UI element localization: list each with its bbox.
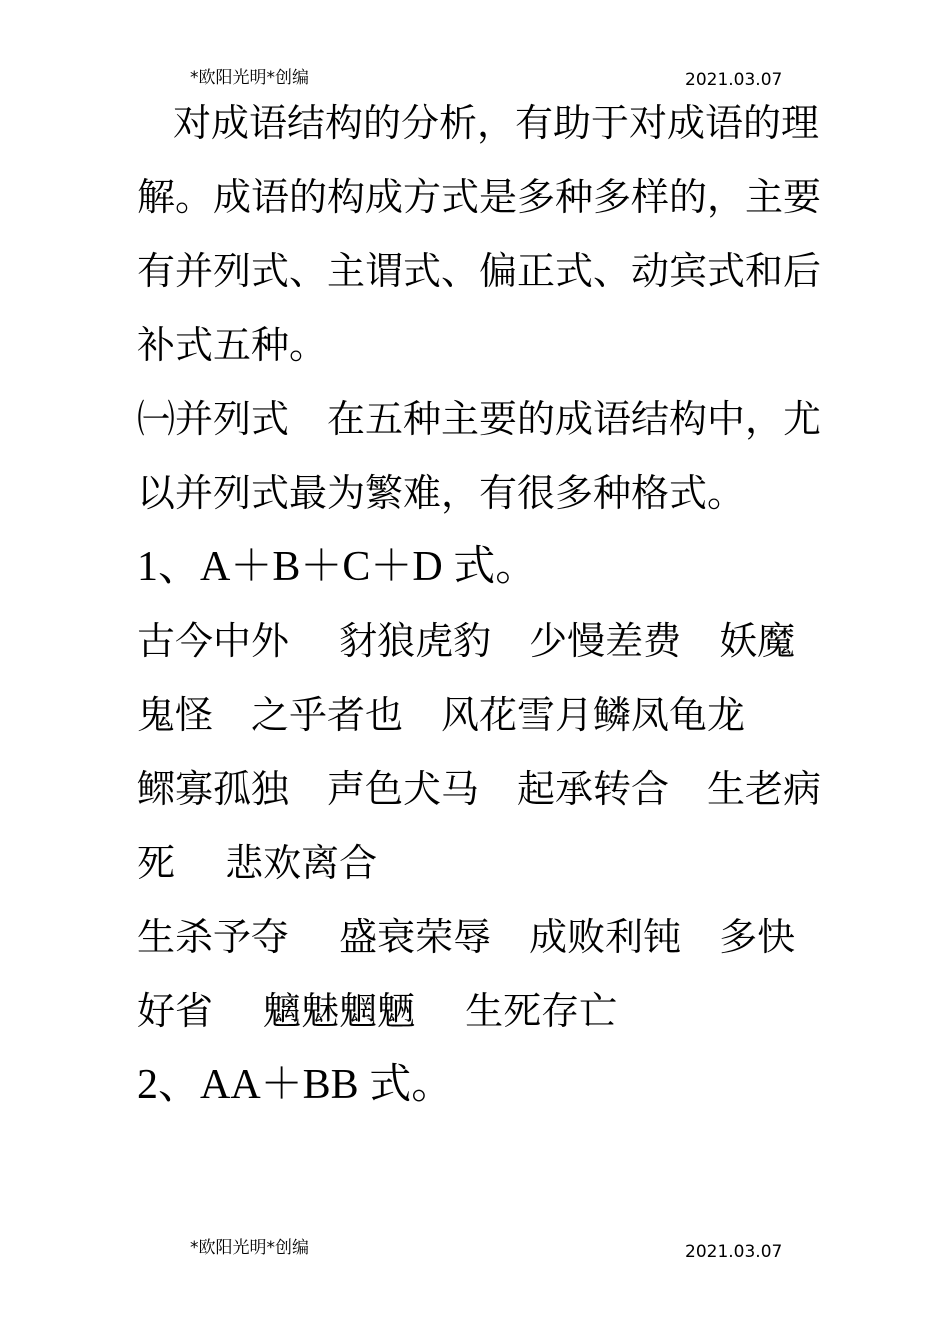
header-date: 2021.03.07 (685, 70, 783, 90)
header-author: *欧阳光明*创编 (190, 68, 309, 88)
section-heading-paragraph: ㈠并列式 在五种主要的成语结构中，尤以并列式最为繁难，有很多种格式。 (137, 397, 822, 515)
footer-author: *欧阳光明*创编 (190, 1238, 309, 1258)
examples-paragraph-1: 古今中外 豺狼虎豹 少慢差费 妖魔鬼怪 之乎者也 风花雪月鳞凤龟龙 鳏寡孤独 声色犬马 起承转合 生老病死 悲欢离合 (137, 619, 822, 885)
footer-date: 2021.03.07 (685, 1242, 783, 1262)
examples-paragraph-2: 生杀予夺 盛衰荣辱 成败利钝 多快好省 魑魅魍魉 生死存亡 (137, 915, 796, 1033)
document-body (137, 86, 827, 1122)
intro-paragraph: 对成语结构的分析，有助于对成语的理解。成语的构成方式是多种多样的，主要有并列式、主谓式、偏正式、动宾式和后补式五种。 (137, 101, 822, 367)
pattern-2-heading: 2、AA＋BB 式。 (137, 1062, 454, 1108)
pattern-1-heading: 1、A＋B＋C＋D 式。 (137, 544, 538, 590)
